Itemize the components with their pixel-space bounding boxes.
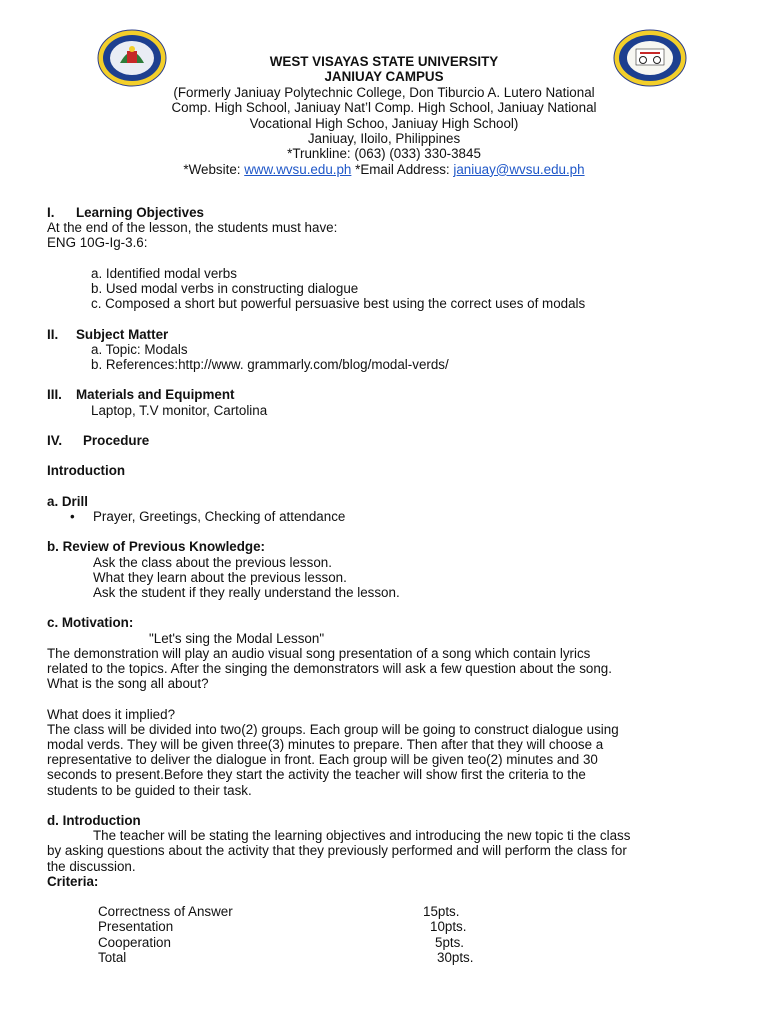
- lesson-plan-body: [47, 205, 737, 965]
- criteria-label: Presentation: [98, 919, 174, 935]
- criteria-points: 15pts.: [423, 904, 460, 920]
- intro-line: The teacher will be stating the learning objectives and introducing the new topic ti the class: [93, 828, 631, 844]
- section-title: Materials and Equipment: [76, 387, 235, 403]
- letterhead: [0, 54, 768, 177]
- objectives-code: ENG 10G-Ig-3.6:: [47, 235, 148, 251]
- email-link[interactable]: janiuay@wvsu.edu.ph: [453, 161, 585, 177]
- intro-line: by asking questions about the activity that they previously performed and will perform the class for: [47, 843, 627, 859]
- introduction-heading: Introduction: [47, 463, 126, 479]
- section-number: II.: [47, 326, 59, 342]
- section-objectives-heading: [47, 205, 737, 220]
- section-subject-heading: [47, 327, 737, 342]
- criteria-points: 30pts.: [437, 949, 474, 965]
- section-title: Procedure: [83, 432, 150, 448]
- review-heading: b. Review of Previous Knowledge:: [47, 539, 266, 555]
- university-name: WEST VISAYAS STATE UNIVERSITY: [269, 54, 499, 69]
- motivation-line: related to the topics. After the singing the demonstrators will ask a few question about the song.: [47, 660, 612, 676]
- criteria-points: 10pts.: [430, 919, 467, 935]
- trunkline: *Trunkline: (063) (033) 330-3845: [287, 146, 481, 162]
- review-item: Ask the student if they really understand the lesson.: [93, 584, 400, 600]
- formerly-line-3: Vocational High Schoo, Janiuay High School): [249, 115, 519, 131]
- motivation-line: What is the song all about?: [47, 676, 209, 692]
- section-materials-heading: [47, 387, 737, 402]
- criteria-row: [47, 904, 737, 919]
- subject-references: b. References:http://www. grammarly.com/blog/modal-verds/: [91, 357, 449, 372]
- email-label: *Email Address:: [351, 161, 454, 177]
- criteria-row: [47, 935, 737, 950]
- intro-heading: d. Introduction: [47, 812, 141, 828]
- criteria-label: Correctness of Answer: [98, 904, 233, 920]
- implied-line: representative to deliver the dialogue in front. Each group will be given teo(2) minutes and 30: [47, 752, 598, 768]
- objective-item: a. Identified modal verbs: [91, 265, 237, 281]
- motivation-line: The demonstration will play an audio visual song presentation of a song which contain lyrics: [47, 645, 591, 661]
- drill-item-text: Prayer, Greetings, Checking of attendance: [93, 508, 346, 524]
- implied-line: students to be guided to their task.: [47, 782, 252, 798]
- section-procedure-heading: [47, 433, 737, 448]
- objectives-intro: At the end of the lesson, the students must have:: [47, 220, 338, 236]
- website-label: *Website:: [183, 161, 245, 177]
- materials-list: Laptop, T.V monitor, Cartolina: [91, 402, 268, 418]
- implied-line: The class will be divided into two(2) groups. Each group will be going to construct dialogue using: [47, 721, 619, 737]
- criteria-heading: Criteria:: [47, 873, 99, 889]
- objective-item: c. Composed a short but powerful persuasive best using the correct uses of modals: [91, 296, 586, 312]
- motivation-heading: c. Motivation:: [47, 615, 134, 631]
- formerly-line-1: (Formerly Janiuay Polytechnic College, Don Tiburcio A. Lutero National: [173, 84, 595, 100]
- implied-line: modal verds. They will be given three(3) minutes to prepare. Then after that they will choose a: [47, 736, 604, 752]
- motivation-song: "Let's sing the Modal Lesson": [149, 630, 325, 646]
- criteria-points: 5pts.: [435, 934, 465, 950]
- section-number: IV.: [47, 432, 63, 448]
- intro-line: the discussion.: [47, 858, 136, 874]
- section-title: Learning Objectives: [76, 205, 204, 220]
- campus-name: JANIUAY CAMPUS: [324, 69, 444, 85]
- objective-item: b. Used modal verbs in constructing dialogue: [91, 281, 359, 296]
- subject-topic: a. Topic: Modals: [91, 341, 188, 357]
- section-number: III.: [47, 387, 62, 403]
- website-link[interactable]: www.wvsu.edu.ph: [244, 161, 352, 177]
- implied-line: seconds to present.Before they start the activity the teacher will show first the criteria to the: [47, 767, 586, 783]
- section-title: Subject Matter: [76, 326, 169, 342]
- contact-line: [0, 162, 768, 177]
- section-number: I.: [47, 205, 55, 220]
- criteria-label: Total: [98, 949, 127, 965]
- criteria-label: Cooperation: [98, 934, 171, 950]
- formerly-line-2: Comp. High School, Janiuay Nat’l Comp. High School, Janiuay National: [171, 100, 597, 116]
- criteria-row: [47, 950, 737, 965]
- drill-bullet-item: [47, 509, 737, 524]
- criteria-row: [47, 919, 737, 934]
- review-item: What they learn about the previous lesson.: [93, 569, 347, 585]
- bullet-icon: •: [70, 508, 75, 524]
- drill-heading: a. Drill: [47, 493, 88, 509]
- address: Janiuay, Iloilo, Philippines: [307, 131, 461, 147]
- implied-line: What does it implied?: [47, 706, 176, 722]
- review-item: Ask the class about the previous lesson.: [93, 554, 332, 570]
